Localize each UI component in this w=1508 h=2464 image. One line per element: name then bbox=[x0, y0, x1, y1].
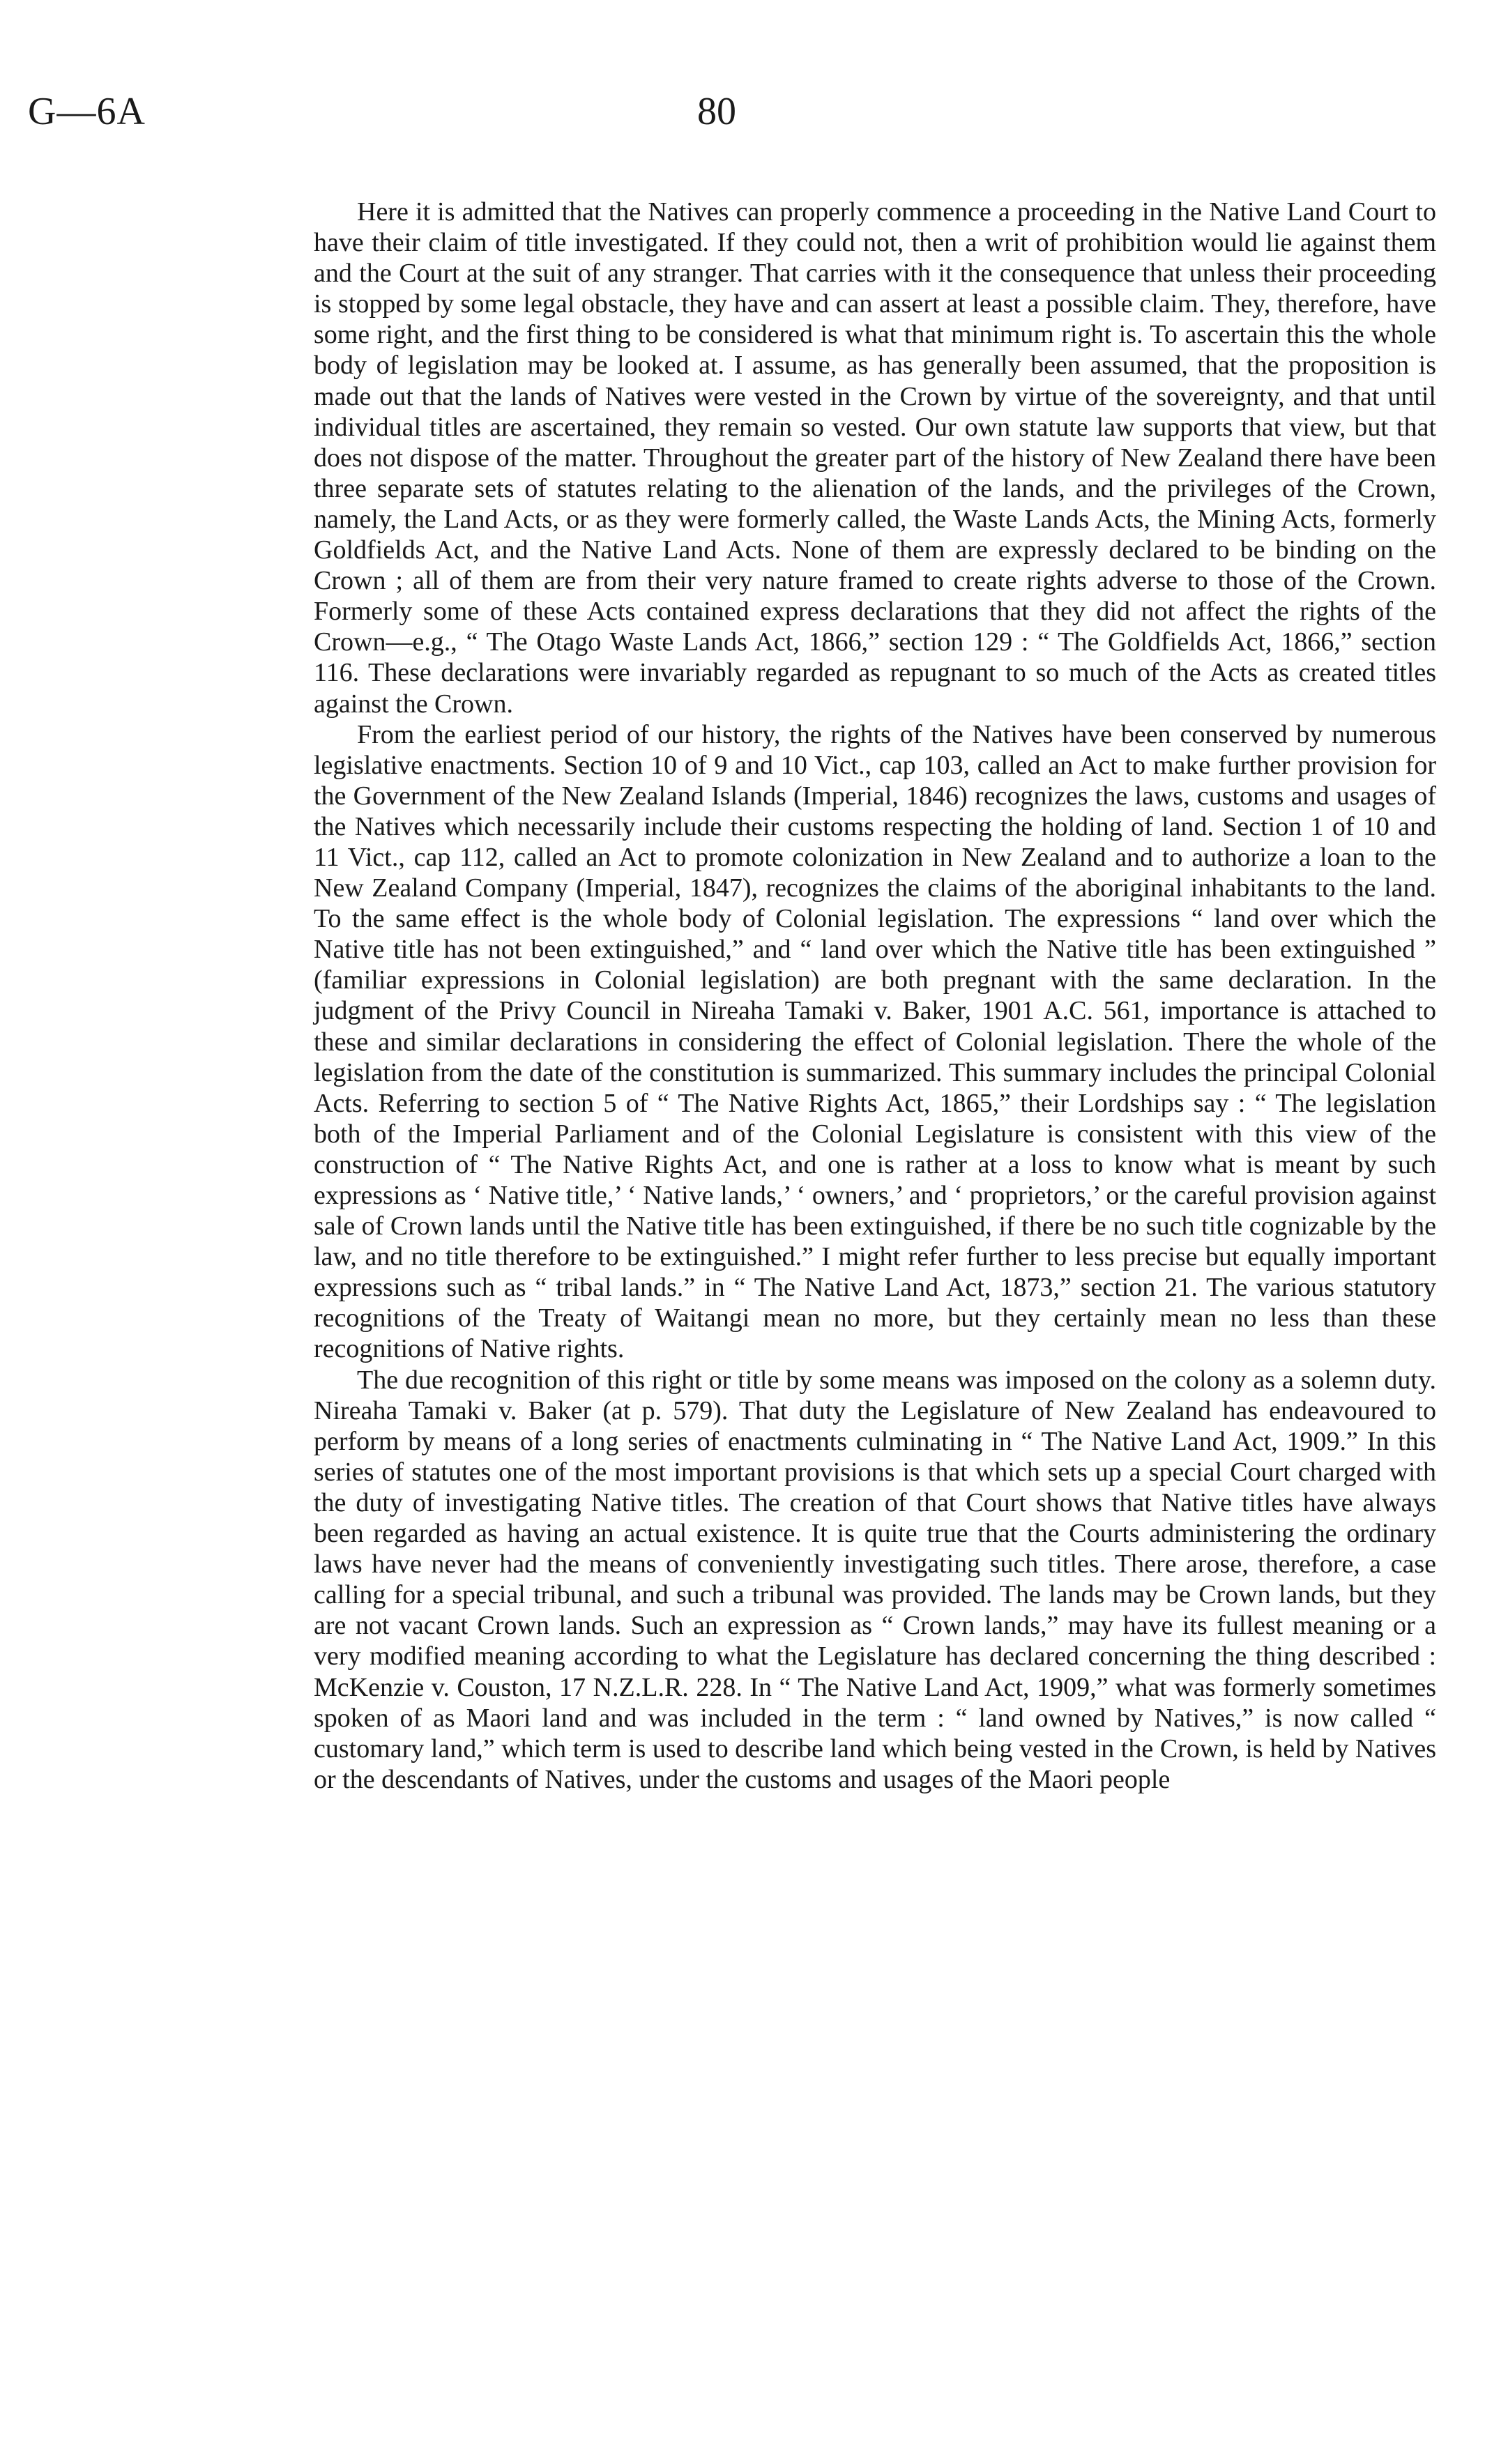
page-header bbox=[28, 89, 1480, 145]
document-reference: G—6A bbox=[28, 90, 146, 133]
body-text bbox=[314, 197, 1436, 1795]
page-number: 80 bbox=[697, 90, 736, 133]
paragraph-1: Here it is admitted that the Natives can properly commence a proceeding in the Native Land Court to have their claim of title investigated. If they could not, then a writ of prohibition would lie against them and the Court at the suit of any stranger. That carries with it the consequence that unless their proceeding is stopped by some legal obstacle, they have and can assert at least a possible claim. They, therefore, have some right, and the first thing to be considered is what that minimum right is. To ascertain this the whole body of legislation may be looked at. I assume, as has generally been assumed, that the proposition is made out that the lands of Natives were vested in the Crown by virtue of the sovereignty, and that until individual titles are ascertained, they remain so vested. Our own statute law supports that view, but that does not dispose of the matter. Throughout the greater part of the history of New Zealand there have been three separate sets of statutes relating to the alienation of the lands, and the privileges of the Crown, namely, the Land Acts, or as they were formerly called, the Waste Lands Acts, the Mining Acts, formerly Goldfields Act, and the Native Land Acts. None of them are expressly declared to be binding on the Crown ; all of them are from their very nature framed to create rights adverse to those of the Crown. Formerly some of these Acts contained express declarations that they did not affect the rights of the Crown—e.g., “ The Otago Waste Lands Act, 1866,” section 129 : “ The Goldfields Act, 1866,” section 116. These declarations were invariably regarded as repugnant to so much of the Acts as created titles against the Crown. bbox=[314, 197, 1436, 719]
paragraph-3: The due recognition of this right or title by some means was imposed on the colony as a solemn duty. Nireaha Tamaki v. Baker (at p. 579). That duty the Legislature of New Zealand has endeavoured to perform by means of a long series of enactments culminating in “ The Native Land Act, 1909.” In this series of statutes one of the most important provisions is that which sets up a special Court charged with the duty of investigating Native titles. The creation of that Court shows that Native titles have always been regarded as having an actual existence. It is quite true that the Courts administering the ordinary laws have never had the means of conveniently investigating such titles. There arose, therefore, a case calling for a special tribunal, and such a tribunal was provided. The lands may be Crown lands, but they are not vacant Crown lands. Such an expression as “ Crown lands,” may have its fullest meaning or a very modified meaning according to what the Legislature has declared concerning the thing described : McKenzie v. Couston, 17 N.Z.L.R. 228. In “ The Native Land Act, 1909,” what was formerly sometimes spoken of as Maori land and was included in the term : “ land owned by Natives,” is now called “ customary land,” which term is used to describe land which being vested in the Crown, is held by Natives or the descendants of Natives, under the customs and usages of the Maori people bbox=[314, 1365, 1436, 1794]
paragraph-2: From the earliest period of our history, the rights of the Natives have been conserved by numerous legislative enactments. Section 10 of 9 and 10 Vict., cap 103, called an Act to make further provision for the Government of the New Zealand Islands (Imperial, 1846) recognizes the laws, customs and usages of the Natives which necessarily include their customs respecting the holding of land. Section 1 of 10 and 11 Vict., cap 112, called an Act to promote colonization in New Zealand and to authorize a loan to the New Zealand Company (Imperial, 1847), recognizes the claims of the aboriginal inhabitants to the land. To the same effect is the whole body of Colonial legislation. The expressions “ land over which the Native title has not been extinguished,” and “ land over which the Native title has been extinguished ” (familiar expressions in Colonial legislation) are both pregnant with the same declaration. In the judgment of the Privy Council in Nireaha Tamaki v. Baker, 1901 A.C. 561, importance is attached to these and similar declarations in considering the effect of Colonial legislation. There the whole of the legislation from the date of the constitution is summarized. This summary includes the principal Colonial Acts. Referring to section 5 of “ The Native Rights Act, 1865,” their Lordships say : “ The legislation both of the Imperial Parliament and of the Colonial Legislature is consistent with this view of the construction of “ The Native Rights Act, and one is rather at a loss to know what is meant by such expressions as ‘ Native title,’ ‘ Native lands,’ ‘ owners,’ and ‘ proprietors,’ or the careful provision against sale of Crown lands until the Native title has been extinguished, if there be no such title cognizable by the law, and no title therefore to be extinguished.” I might refer further to less precise but equally important expressions such as “ tribal lands.” in “ The Native Land Act, 1873,” section 21. The various statutory recognitions of the Treaty of Waitangi mean no more, but they certainly mean no less than these recognitions of Native rights. bbox=[314, 719, 1436, 1364]
